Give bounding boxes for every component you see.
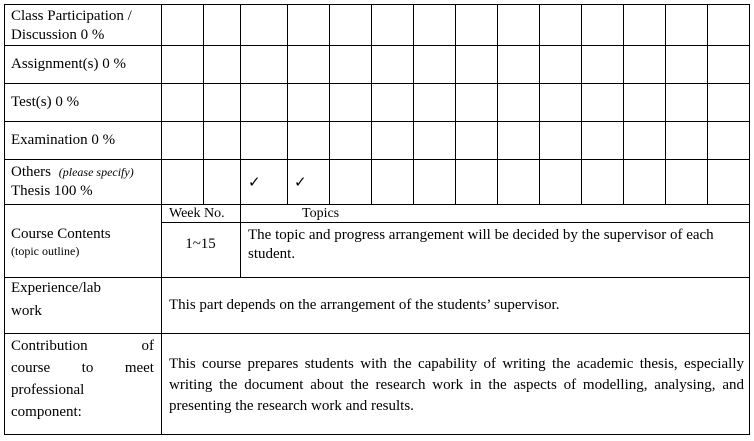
label-line: Experience/lab: [11, 280, 101, 296]
grid-col: [707, 4, 708, 204]
rule-right: [749, 4, 750, 435]
course-contents-label: [11, 225, 159, 258]
assessment-label-assignments: Assignment(s) 0 %: [11, 56, 126, 72]
assessment-label-others: [11, 163, 159, 201]
grid-col: [539, 4, 540, 204]
rule-top: [4, 4, 750, 5]
label-word: to: [81, 360, 94, 376]
grid-col: [329, 4, 330, 204]
assessment-label-class-participation: [11, 7, 159, 45]
rule-row7: [4, 333, 750, 334]
rule-bottom: [4, 434, 750, 435]
label-line: Thesis 100 %: [11, 183, 93, 199]
topics-header: Topics: [302, 206, 340, 221]
grid-col: [455, 4, 456, 204]
label-word: of: [141, 338, 154, 354]
grid-col: [240, 4, 241, 277]
grid-col: [203, 4, 204, 204]
label-line: work: [11, 303, 42, 319]
label-word: Contribution: [11, 338, 88, 354]
label-line: component:: [11, 404, 82, 420]
label-word: meet: [124, 360, 154, 376]
label-line: [11, 357, 154, 379]
contribution-label: [11, 335, 154, 423]
rule-row1: [4, 45, 750, 46]
label-line: [11, 335, 154, 357]
checkmark-icon: ✓: [248, 173, 261, 191]
course-contents-sublabel: (topic outline): [11, 244, 80, 258]
rule-content-header: [161, 222, 750, 223]
rule-row5: [4, 204, 750, 205]
assessment-label-examination: Examination 0 %: [11, 132, 116, 148]
checkmark-icon: ✓: [294, 173, 307, 191]
label-line: professional: [11, 382, 85, 398]
experience-text: This part depends on the arrangement of the students’ supervisor.: [169, 297, 560, 313]
course-assessment-table: [4, 4, 750, 435]
others-label: Others: [11, 164, 51, 180]
grid-col: [287, 4, 288, 204]
grid-col: [623, 4, 624, 204]
label-word: course: [11, 360, 51, 376]
course-contents-title: Course Contents: [11, 226, 111, 242]
contribution-text: This course prepares students with the capability of writing the academic thesis, especially writing the document about the research work in the aspects of modelling, analysing, and presenting the research work and results.: [169, 356, 744, 414]
label-line: [11, 163, 159, 182]
specify-note: (please specify): [58, 165, 134, 179]
grid-col: [665, 4, 666, 204]
label-line: Class Participation /: [11, 8, 132, 24]
label-line: Discussion 0 %: [11, 27, 105, 43]
rule-left: [4, 4, 5, 435]
rule-row3: [4, 121, 750, 122]
week-range: 1~15: [185, 236, 216, 252]
week-no-header: Week No.: [169, 206, 225, 221]
rule-label-column: [161, 4, 162, 435]
grid-col: [497, 4, 498, 204]
rule-row6: [4, 277, 750, 278]
rule-row2: [4, 83, 750, 84]
grid-col: [371, 4, 372, 204]
rule-row4: [4, 159, 750, 160]
topic-description: The topic and progress arrangement will be decided by the supervisor of each student.: [248, 227, 714, 262]
grid-col: [413, 4, 414, 204]
assessment-label-tests: Test(s) 0 %: [11, 94, 80, 110]
grid-col: [581, 4, 582, 204]
experience-label: [11, 279, 159, 321]
